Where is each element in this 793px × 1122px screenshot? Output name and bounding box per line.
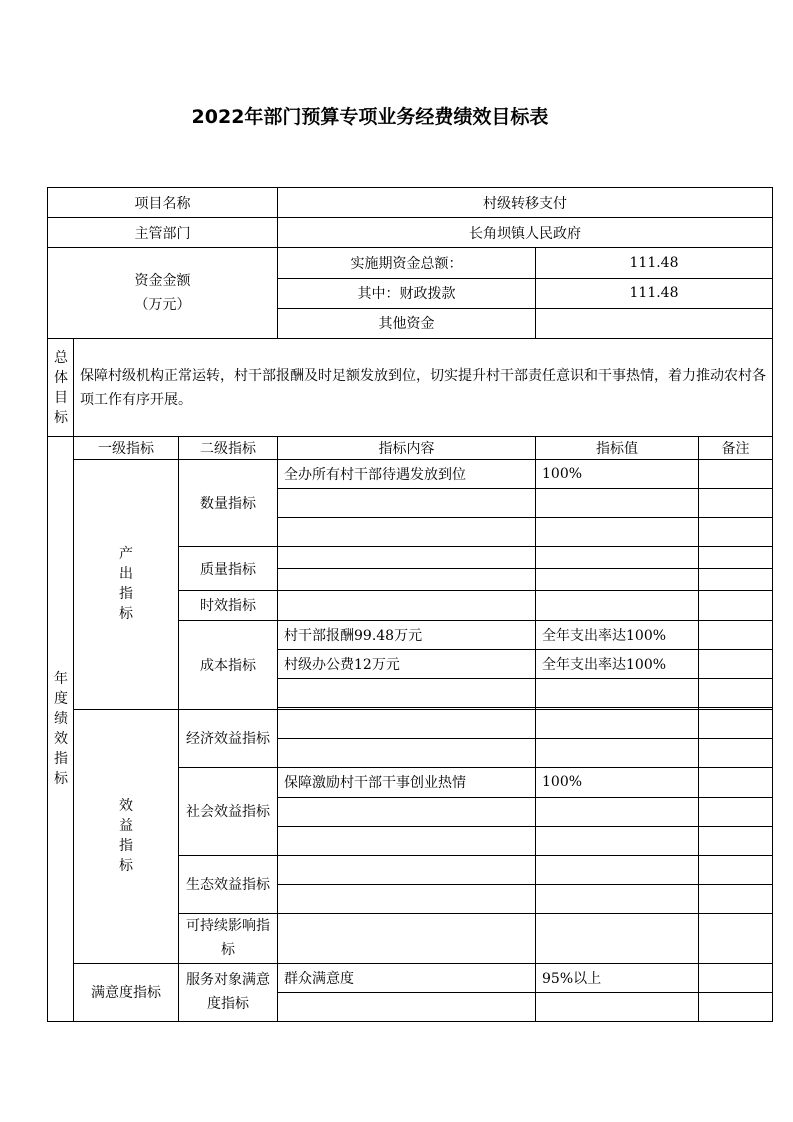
fund-amount-label-line1: 资金金额	[134, 273, 191, 290]
indicator-content	[278, 591, 536, 620]
indicator-note	[699, 739, 773, 768]
output-indicator-label: 产 出 指 标	[74, 459, 179, 709]
benefit-indicator-label: 效 益 指 标	[74, 710, 179, 963]
header-note: 备注	[699, 437, 773, 459]
project-name-label: 项目名称	[48, 188, 278, 218]
overall-goal-text: 保障村级机构正常运转，村干部报酬及时足额发放到位，切实提升村干部责任意识和干事热情，着力推动农村各项工作有序开展。	[74, 338, 773, 437]
indicator-note	[699, 992, 773, 1021]
indicator-value	[536, 739, 699, 768]
overall-goal-label: 总 体 目 标	[48, 338, 74, 437]
fund-total-label: 实施期资金总额：	[278, 248, 536, 278]
fund-other-label: 其他资金	[278, 308, 536, 338]
indicator-content: 村级办公费12万元	[278, 649, 536, 678]
annual-indicator-label: 年 度 绩 效 指 标	[48, 437, 74, 1022]
fund-other-value	[536, 308, 773, 338]
indicator-value: 95%以上	[536, 963, 699, 992]
indicator-value: 全年支出率达100%	[536, 649, 699, 678]
indicator-note	[699, 517, 773, 546]
indicator-value	[536, 855, 699, 884]
indicator-note	[699, 914, 773, 963]
indicator-content	[278, 914, 536, 963]
indicator-content	[278, 855, 536, 884]
indicator-content	[278, 797, 536, 826]
indicator-value	[536, 488, 699, 517]
indicator-value	[536, 517, 699, 546]
indicator-note	[699, 710, 773, 739]
sustainable-indicator-label: 可持续影响指标	[179, 914, 278, 963]
satisfaction-indicator-label: 满意度指标	[74, 963, 179, 1022]
department-label: 主管部门	[48, 218, 278, 248]
indicator-note	[699, 649, 773, 678]
indicator-content	[278, 885, 536, 914]
indicator-value	[536, 710, 699, 739]
indicator-content: 群众满意度	[278, 963, 536, 992]
indicator-content: 村干部报酬99.48万元	[278, 620, 536, 649]
indicator-value	[536, 885, 699, 914]
table-row	[48, 710, 773, 739]
indicator-value	[536, 797, 699, 826]
project-name-row	[48, 188, 773, 218]
overall-goal-row	[48, 338, 773, 437]
project-name-value: 村级转移支付	[278, 188, 773, 218]
indicator-note	[699, 620, 773, 649]
table-row	[48, 459, 773, 488]
indicator-note	[699, 591, 773, 620]
fund-amount-label-line2: （万元）	[134, 297, 191, 314]
indicator-content	[278, 678, 536, 707]
indicator-content	[278, 547, 536, 569]
indicator-value	[536, 914, 699, 963]
indicator-value	[536, 569, 699, 591]
indicator-content	[278, 517, 536, 546]
fund-fiscal-label: 其中：财政拨款	[278, 278, 536, 308]
indicator-note	[699, 885, 773, 914]
indicator-value: 100%	[536, 459, 699, 488]
indicator-note	[699, 797, 773, 826]
indicator-content	[278, 739, 536, 768]
indicator-note	[699, 768, 773, 797]
indicator-value	[536, 547, 699, 569]
indicator-note	[699, 459, 773, 488]
economic-indicator-label: 经济效益指标	[179, 710, 278, 768]
cost-indicator-label: 成本指标	[179, 620, 278, 710]
department-value: 长角坝镇人民政府	[278, 218, 773, 248]
indicator-value	[536, 678, 699, 707]
timeliness-indicator-label: 时效指标	[179, 591, 278, 620]
indicator-note	[699, 488, 773, 517]
fund-amount-label	[48, 248, 278, 339]
indicator-value	[536, 591, 699, 620]
indicator-content	[278, 569, 536, 591]
indicator-content	[278, 826, 536, 855]
fund-total-row	[48, 248, 773, 278]
indicator-content	[278, 992, 536, 1021]
indicator-note	[699, 855, 773, 884]
indicator-content	[278, 488, 536, 517]
service-satisfaction-label: 服务对象满意度指标	[179, 963, 278, 1022]
table-row	[48, 963, 773, 992]
indicator-note	[699, 963, 773, 992]
header-level2: 二级指标	[179, 437, 278, 459]
indicator-note	[699, 569, 773, 591]
fund-total-value: 111.48	[536, 248, 773, 278]
ecological-indicator-label: 生态效益指标	[179, 855, 278, 913]
header-content: 指标内容	[278, 437, 536, 459]
indicator-content	[278, 710, 536, 739]
indicator-value	[536, 826, 699, 855]
fund-fiscal-value: 111.48	[536, 278, 773, 308]
indicator-header-row	[48, 437, 773, 459]
indicator-value	[536, 992, 699, 1021]
indicator-content: 保障激励村干部干事创业热情	[278, 768, 536, 797]
page-title: 2022年部门预算专项业务经费绩效目标表	[191, 106, 549, 128]
performance-table	[47, 187, 773, 1022]
indicator-note	[699, 826, 773, 855]
header-level1: 一级指标	[74, 437, 179, 459]
department-row	[48, 218, 773, 248]
header-value: 指标值	[536, 437, 699, 459]
indicator-note	[699, 678, 773, 707]
indicator-note	[699, 547, 773, 569]
quantity-indicator-label: 数量指标	[179, 459, 278, 547]
indicator-value: 全年支出率达100%	[536, 620, 699, 649]
quality-indicator-label: 质量指标	[179, 547, 278, 591]
social-indicator-label: 社会效益指标	[179, 768, 278, 856]
indicator-value: 100%	[536, 768, 699, 797]
indicator-content: 全办所有村干部待遇发放到位	[278, 459, 536, 488]
